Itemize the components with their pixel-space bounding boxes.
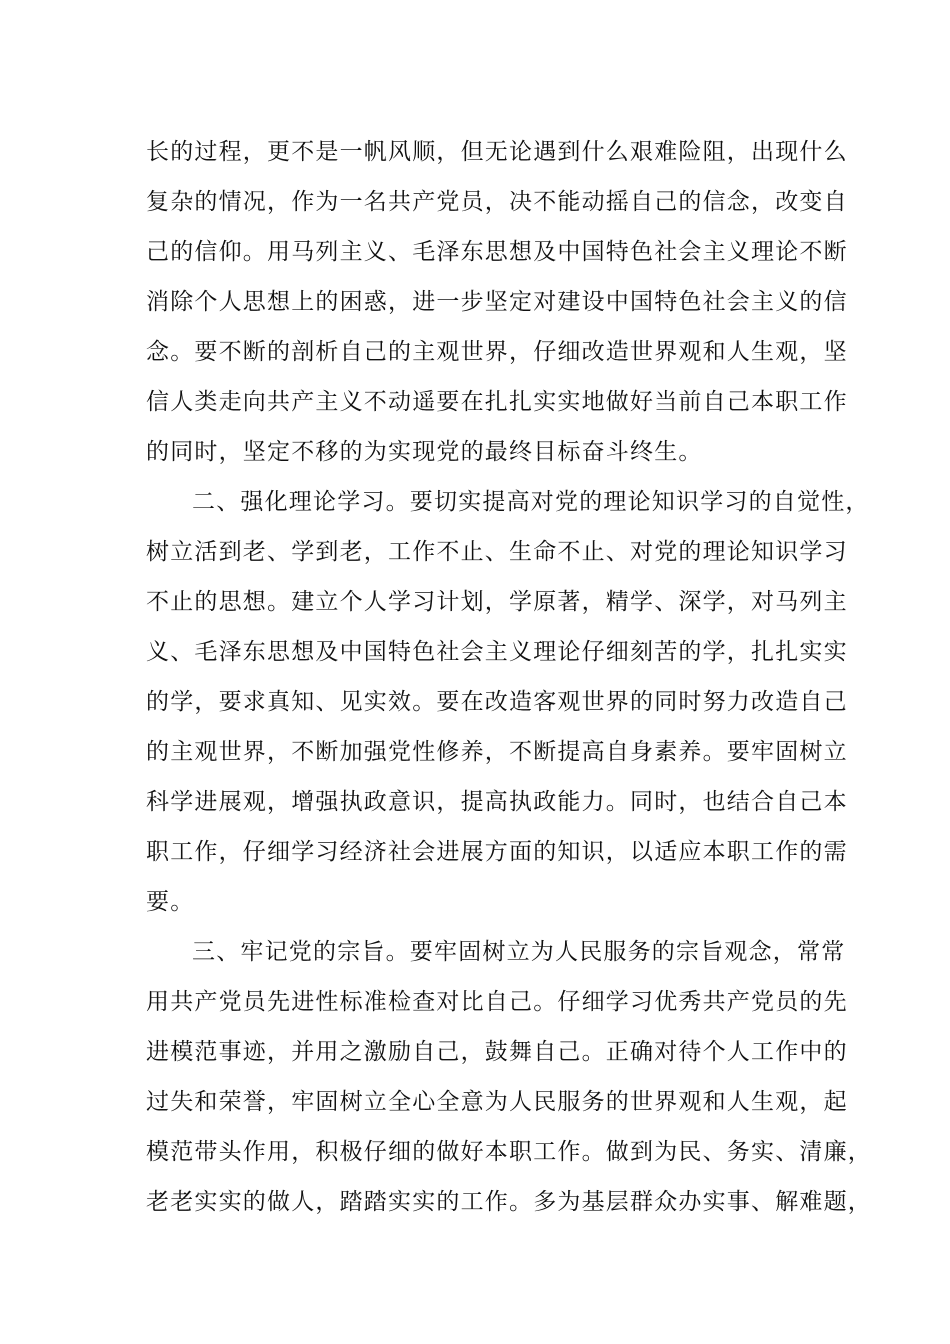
text-line-17: 三、牢记党的宗旨。要牢固树立为人民服务的宗旨观念，常常 [192, 939, 846, 965]
text-line-20: 过失和荣誉，牢固树立全心全意为人民服务的世界观和人生观，起 [146, 1089, 848, 1115]
text-line-13: 的主观世界，不断加强党性修养，不断提高自身素养。要牢固树立 [146, 739, 848, 765]
text-line-14: 科学进展观，增强执政意识，提高执政能力。同时，也结合自己本 [146, 789, 848, 815]
text-line-9: 树立活到老、学到老，工作不止、生命不止、对党的理论知识学习 [146, 539, 848, 565]
text-line-1: 长的过程，更不是一帆风顺，但无论遇到什么艰难险阻，出现什么 [146, 139, 848, 165]
text-line-8: 二、强化理论学习。要切实提高对党的理论知识学习的自觉性， [192, 489, 870, 515]
text-line-6: 信人类走向共产主义不动遥要在扎扎实实地做好当前自己本职工作 [146, 389, 848, 415]
text-line-4: 消除个人思想上的困惑，进一步坚定对建设中国特色社会主义的信 [146, 289, 848, 315]
text-line-11: 义、毛泽东思想及中国特色社会主义理论仔细刻苦的学，扎扎实实 [146, 639, 848, 665]
text-line-18: 用共产党员先进性标准检查对比自己。仔细学习优秀共产党员的先 [146, 989, 848, 1015]
text-line-3: 己的信仰。用马列主义、毛泽东思想及中国特色社会主义理论不断 [146, 239, 848, 265]
text-line-21: 模范带头作用，积极仔细的做好本职工作。做到为民、务实、清廉， [146, 1139, 872, 1165]
text-line-2: 复杂的情况，作为一名共产党员，决不能动摇自己的信念，改变自 [146, 189, 848, 215]
text-line-19: 进模范事迹，并用之激励自己，鼓舞自己。正确对待个人工作中的 [146, 1039, 848, 1065]
text-line-15: 职工作，仔细学习经济社会进展方面的知识，以适应本职工作的需 [146, 839, 848, 865]
text-line-16: 要。 [146, 889, 195, 915]
text-line-7: 的同时，坚定不移的为实现党的最终目标奋斗终生。 [146, 439, 703, 465]
text-line-12: 的学，要求真知、见实效。要在改造客观世界的同时努力改造自己 [146, 689, 848, 715]
text-line-10: 不止的思想。建立个人学习计划，学原著，精学、深学，对马列主 [146, 589, 848, 615]
text-line-5: 念。要不断的剖析自己的主观世界，仔细改造世界观和人生观，坚 [146, 339, 848, 365]
text-line-22: 老老实实的做人，踏踏实实的工作。多为基层群众办实事、解难题， [146, 1189, 872, 1215]
